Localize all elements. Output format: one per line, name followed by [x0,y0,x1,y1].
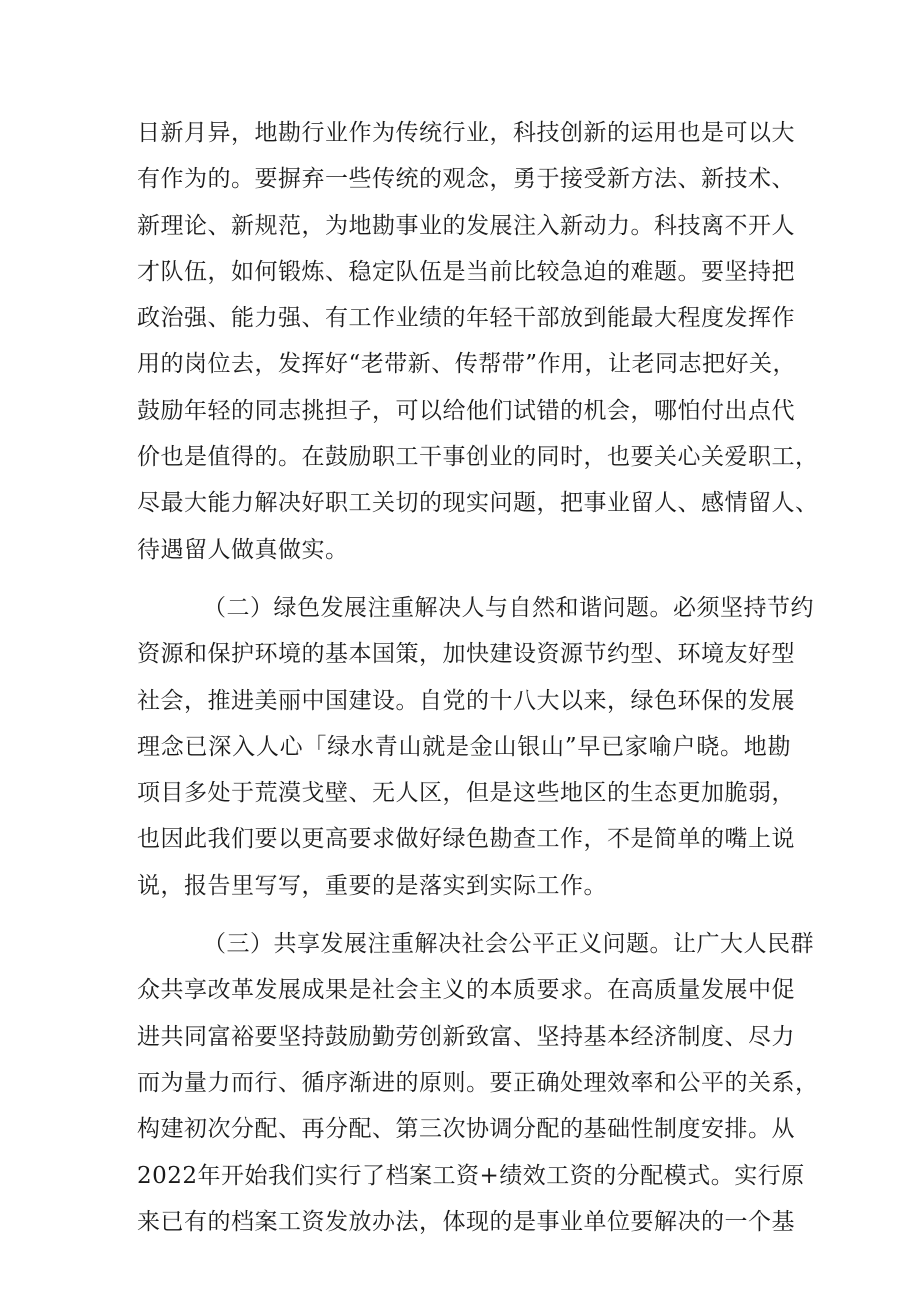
text-line: 理念已深入人心「绿水青山就是金山银山”早已家喻户晓。地勘 [137,733,791,760]
text-line: 来已有的档案工资发放办法，体现的是事业单位要解决的一个基 [137,1208,795,1235]
text-line: 进共同富裕要坚持鼓励勤劳创新致富、坚持基本经济制度、尽力 [137,1023,795,1050]
text-line: 尽最大能力解决好职工关切的现实问题，把事业留人、感情留人、 [137,490,819,517]
text-line: （二）绿色发展注重解决人与自然和谐问题。必须坚持节约 [203,594,814,621]
paragraph-2 [137,585,814,909]
text-line: 有作为的。要摒弃一些传统的观念，勇于接受新方法、新技术、 [137,166,795,193]
text-line: 项目多处于荒漠戈壁、无人区，但是这些地区的生态更加脆弱， [137,780,795,807]
document-body [137,110,819,1245]
text-line: 政治强、能力强、有工作业绩的年轻干部放到能最大程度发挥作 [137,305,795,332]
text-line: 众共享改革发展成果是社会主义的本质要求。在高质量发展中促 [137,977,795,1004]
text-line: 才队伍，如何锻炼、稳定队伍是当前比较急迫的难题。要坚持把 [137,258,795,285]
text-line: 待遇留人做真做实。 [137,536,349,563]
text-line: 资源和保护环境的基本国策，加快建设资源节约型、环境友好型 [137,641,795,668]
paragraph-spacer [137,573,791,585]
text-line: （三）共享发展注重解决社会公平正义问题。让广大人民群 [203,931,814,958]
text-line: 社会，推进美丽中国建设。自党的十八大以来，绿色环保的发展 [137,687,795,714]
text-line: 构建初次分配、再分配、第三次协调分配的基础性制度安排。从 [137,1116,795,1143]
text-line: 价也是值得的。在鼓励职工干事创业的同时，也要关心关爱职工， [137,444,819,471]
text-line: 而为量力而行、循序渐进的原则。要正确处理效率和公平的关系， [137,1069,819,1096]
paragraph-3 [137,921,819,1245]
text-line: 日新月异，地勘行业作为传统行业，科技创新的运用也是可以大 [137,120,795,146]
text-line: 新理论、新规范，为地勘事业的发展注入新动力。科技离不开人 [137,212,795,239]
text-line: 鼓励年轻的同志挑担子，可以给他们试错的机会，哪怕付出点代 [137,397,795,424]
text-line: 说，报告里写写，重要的是落实到实际工作。 [137,872,607,899]
text-line: 2022年开始我们实行了档案工资+绩效工资的分配模式。实行原 [137,1162,805,1189]
paragraph-1 [137,110,819,573]
text-line: 也因此我们要以更高要求做好绿色勘查工作，不是简单的嘴上说 [137,826,795,853]
text-line: 用的岗位去，发挥好“老带新、传帮带”作用，让老同志把好关， [137,351,797,378]
paragraph-spacer [137,909,791,921]
